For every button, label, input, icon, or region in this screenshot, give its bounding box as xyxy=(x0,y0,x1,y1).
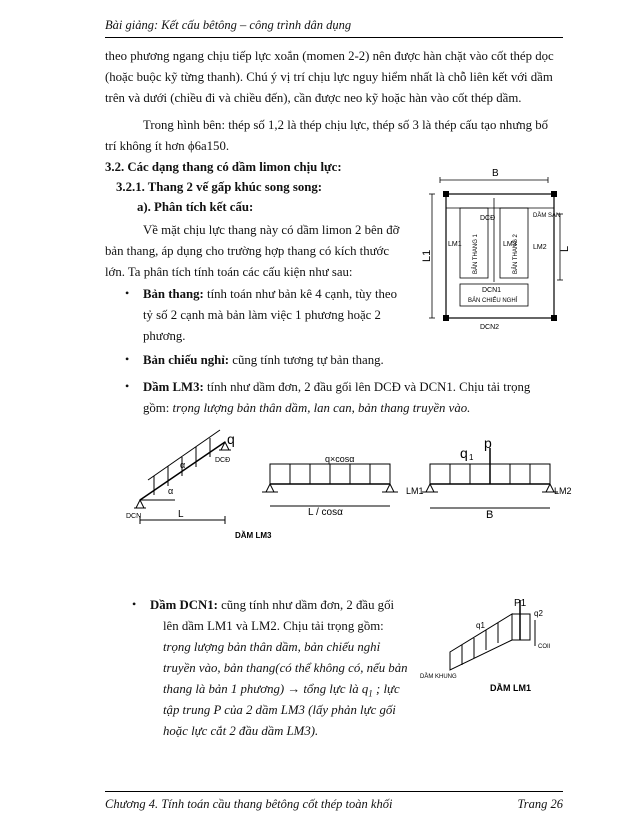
label-coii: COII xyxy=(538,644,551,650)
bullet-dot: • xyxy=(132,597,137,611)
heading-3-2-1: 3.2.1. Thang 2 vế gấp khúc song song: xyxy=(116,180,322,194)
bullet3-text: tính như dầm đơn, 2 đầu gối lên DCĐ và DCN1. Chịu tải trọng xyxy=(203,380,531,394)
para1-line1: theo phương ngang chịu tiếp lực xoắn (momen 2-2) nên được hàn chặt vào cốt thép dọc xyxy=(105,49,554,63)
para2-line1: Trong hình bên: thép số 1,2 là thép chịu lực, thép số 3 là thép cấu tạo nhưng bố xyxy=(143,118,549,132)
bullet4-text: cũng tính như dầm đơn, 2 đầu gối xyxy=(217,598,395,612)
label-lm2: LM2 xyxy=(554,486,572,496)
bullet4-l5a: thang là bản 1 phương) xyxy=(163,682,288,696)
heading-a: a). Phân tích kết cấu: xyxy=(137,200,254,214)
label-p1: P1 xyxy=(514,598,527,609)
bullet1-line2: tỷ số 2 cạnh mà bản làm việc 1 phương hoặc 2 xyxy=(143,308,381,322)
bullet1-line1 xyxy=(143,284,416,305)
label-dcn1: DCN1 xyxy=(482,287,502,294)
analysis-line1: Về mặt chịu lực thang này có dầm limon 2 bên đỡ xyxy=(143,223,400,237)
label-dam-lm1: DẦM LM1 xyxy=(490,683,531,693)
footer-rule xyxy=(105,791,563,792)
bullet4-line6: tập trung P của 2 dầm LM3 (lấy phản lực gối xyxy=(163,703,396,717)
bullet3-line1 xyxy=(143,377,563,398)
label-L: L xyxy=(178,509,184,520)
label-alpha: α xyxy=(180,460,186,470)
label-dam-san: DẦM SÀN xyxy=(533,213,561,219)
header-rule xyxy=(105,37,563,38)
label-q1: q1 xyxy=(476,621,485,630)
bullet4-line3: trọng lượng bản thân dầm, bản chiếu nghỉ xyxy=(163,640,381,654)
bullet-dot: • xyxy=(125,379,130,393)
stair-plan-diagram xyxy=(420,162,571,340)
label-dam-khung: DẦM KHUNG xyxy=(420,674,457,680)
bullet1-line3: phương. xyxy=(143,329,186,343)
label-dcd: DCĐ xyxy=(480,215,496,222)
column-square xyxy=(443,315,449,321)
dcn1-diagram xyxy=(420,590,560,700)
beam-diagrams xyxy=(120,420,582,552)
column-square xyxy=(443,191,449,197)
label-q2: q2 xyxy=(534,609,543,618)
page-header: Bài giảng: Kết cấu bêtông – công trình dân dụng xyxy=(105,18,352,32)
label-lm3: LM3 xyxy=(503,241,517,248)
bullet4-line1 xyxy=(150,595,408,616)
page-footer xyxy=(105,797,563,812)
bullet2-label: Bản chiếu nghỉ: xyxy=(143,353,230,367)
column-square xyxy=(551,191,557,197)
label-dcn: DCN xyxy=(126,513,142,520)
dim-L: L xyxy=(559,245,571,252)
label-ban-thang-2: BẢN THANG 2 xyxy=(513,234,519,274)
footer-chapter: Chương 4. Tính toán cầu thang bêtông cốt thép toàn khối xyxy=(105,797,393,811)
bullet-dot: • xyxy=(125,286,130,300)
para1-line3: trên và dưới (chiều đi và chiều đến), cần được neo kỹ hoặc hàn vào cốt thép dầm. xyxy=(105,91,522,105)
label-dcn2: DCN2 xyxy=(480,324,500,331)
label-lm1: LM1 xyxy=(406,486,424,496)
arrow-icon: → xyxy=(287,682,301,696)
bullet4-line2: lên dầm LM1 và LM2. Chịu tải trọng gồm: xyxy=(163,619,384,633)
bullet4-label: Dầm DCN1: xyxy=(150,598,218,612)
bullet4-l5b: tổng lực là q xyxy=(300,682,369,696)
label-lm1: LM1 xyxy=(448,241,462,248)
para1-line2: (hoặc buộc kỹ từng thanh). Chú ý vị trí chịu lực nguy hiểm nhất là chỗ liên kết với dầm xyxy=(105,70,553,84)
label-alpha: α xyxy=(168,486,174,496)
bullet3-prefix: gồm: xyxy=(143,401,173,415)
bullet4-line4: truyền vào, bản thang(có thể không có, nếu bản xyxy=(163,661,408,675)
column-square xyxy=(551,315,557,321)
bullet1-label: Bản thang: xyxy=(143,287,204,301)
label-qcos: q×cosα xyxy=(325,454,355,464)
page-number: Trang 26 xyxy=(517,797,563,811)
bullet-dot: • xyxy=(125,352,130,366)
bullet2-line xyxy=(143,350,384,371)
dim-B: B xyxy=(492,168,499,179)
label-lm2: LM2 xyxy=(533,244,547,251)
heading-3-2: 3.2. Các dạng thang có dầm limon chịu lực: xyxy=(105,160,342,174)
bullet4-line7: hoặc lực cắt 2 đầu dầm LM3). xyxy=(163,724,319,738)
dim-L1: L1 xyxy=(421,249,433,262)
bullet1-text: tính toán như bản kê 4 cạnh, tùy theo xyxy=(203,287,397,301)
label-p: p xyxy=(484,435,492,451)
label-q: q xyxy=(227,431,235,447)
label-q1-sub: 1 xyxy=(469,453,474,462)
para2-line2: trí không ít hơn ϕ6a150. xyxy=(105,139,230,153)
label-Lcos: L / cosα xyxy=(308,507,343,518)
label-ban-thang-1: BẢN THANG 1 xyxy=(473,234,479,274)
bullet3-loads: trọng lượng bản thân dầm, lan can, bản thang truyền vào. xyxy=(172,401,471,415)
label-dcd: DCĐ xyxy=(215,457,231,464)
bullet4-sub: 1 xyxy=(368,688,373,699)
label-ban-chieu-nghi: BẢN CHIẾU NGHỈ xyxy=(468,298,518,304)
analysis-line2: bản thang, áp dụng cho trường hợp thang có kích thước xyxy=(105,244,390,258)
label-B: B xyxy=(486,509,494,521)
analysis-line3: lớn. Ta phân tích tính toán các cấu kiện như sau: xyxy=(105,265,353,279)
bullet4-l5c: ; lực xyxy=(372,682,400,696)
label-dam-lm3: DẦM LM3 xyxy=(235,531,272,540)
label-q1: q xyxy=(460,445,468,461)
bullet3-label: Dầm LM3: xyxy=(143,380,204,394)
bullet3-line2 xyxy=(143,398,563,419)
bullet2-text: cũng tính tương tự bản thang. xyxy=(229,353,384,367)
